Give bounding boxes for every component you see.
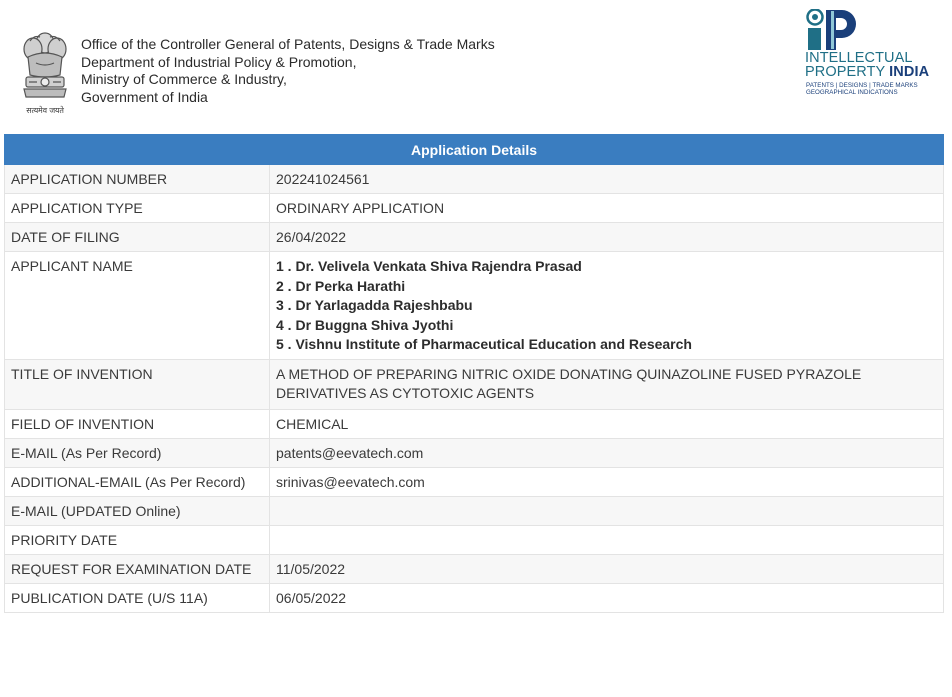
applicant-list (270, 252, 944, 360)
ipi-subline-2: GEOGRAPHICAL INDICATIONS (806, 89, 898, 96)
table-row-publication-date (5, 583, 944, 612)
row-value: ORDINARY APPLICATION (270, 194, 944, 223)
applicant-item: 5 . Vishnu Institute of Pharmaceutical Education and Research (276, 336, 692, 352)
row-value: srinivas@eevatech.com (270, 467, 944, 496)
row-label: DATE OF FILING (5, 223, 270, 252)
org-line-department: Department of Industrial Policy & Promotion, (81, 53, 357, 70)
row-label: APPLICANT NAME (5, 252, 270, 360)
table-row-email (5, 438, 944, 467)
ipi-word-intellectual: INTELLECTUAL (805, 50, 913, 66)
row-value: patents@eevatech.com (270, 438, 944, 467)
title-line-1: A METHOD OF PREPARING NITRIC OXIDE DONATING QUINAZOLINE FUSED PYRAZOLE (276, 365, 862, 382)
ip-india-mark-icon (805, 9, 865, 51)
table-row-email-updated (5, 496, 944, 525)
row-value (270, 525, 944, 554)
table-row-applicant-name (5, 252, 944, 360)
table-row-title-of-invention (5, 359, 944, 409)
row-label: APPLICATION NUMBER (5, 165, 270, 194)
row-value (270, 496, 944, 525)
title-line-2: DERIVATIVES AS CYTOTOXIC AGENTS (276, 385, 535, 401)
ipi-word-property-india (805, 65, 929, 80)
organization-block (81, 36, 495, 106)
applicant-item: 4 . Dr Buggna Shiva Jyothi (276, 316, 454, 333)
row-label: PRIORITY DATE (5, 525, 270, 554)
emblem-motto: सत्यमेव जयते (26, 106, 64, 115)
row-value: 11/05/2022 (270, 554, 944, 583)
table-row-application-number (5, 165, 944, 194)
row-label: TITLE OF INVENTION (5, 359, 270, 409)
applicant-item: 2 . Dr Perka Harathi (276, 277, 406, 294)
table-row-additional-email (5, 467, 944, 496)
applicant-item: 3 . Dr Yarlagadda Rajeshbabu (276, 297, 473, 313)
national-emblem-logo (16, 27, 74, 117)
row-value: 26/04/2022 (270, 223, 944, 252)
table-row-field-of-invention (5, 409, 944, 438)
org-line-government: Government of India (81, 88, 208, 105)
applicant-item: 1 . Dr. Velivela Venkata Shiva Rajendra Prasad (276, 258, 582, 274)
row-label: APPLICATION TYPE (5, 194, 270, 223)
lion-capital-icon (16, 27, 74, 107)
org-line-ministry: Ministry of Commerce & Industry, (81, 71, 287, 87)
ip-india-logo (805, 9, 945, 101)
row-label: FIELD OF INVENTION (5, 409, 270, 438)
row-label: E-MAIL (UPDATED Online) (5, 496, 270, 525)
ipi-word-property: PROPERTY (805, 64, 890, 80)
row-value (270, 359, 944, 409)
org-line-office: Office of the Controller General of Patents, Designs & Trade Marks (81, 36, 495, 52)
ipi-subline-1: PATENTS | DESIGNS | TRADE MARKS (806, 82, 918, 89)
row-label: REQUEST FOR EXAMINATION DATE (5, 554, 270, 583)
row-value: 06/05/2022 (270, 583, 944, 612)
row-label: ADDITIONAL-EMAIL (As Per Record) (5, 467, 270, 496)
row-label: E-MAIL (As Per Record) (5, 438, 270, 467)
page-header (0, 0, 952, 134)
table-row-priority-date (5, 525, 944, 554)
ipi-word-india: INDIA (889, 64, 930, 80)
row-value: 202241024561 (270, 165, 944, 194)
table-row-request-for-examination-date (5, 554, 944, 583)
application-details-table (4, 134, 944, 613)
table-row-application-type (5, 194, 944, 223)
table-heading: Application Details (5, 135, 944, 165)
row-value: CHEMICAL (270, 409, 944, 438)
table-row-date-of-filing (5, 223, 944, 252)
row-label: PUBLICATION DATE (U/S 11A) (5, 583, 270, 612)
